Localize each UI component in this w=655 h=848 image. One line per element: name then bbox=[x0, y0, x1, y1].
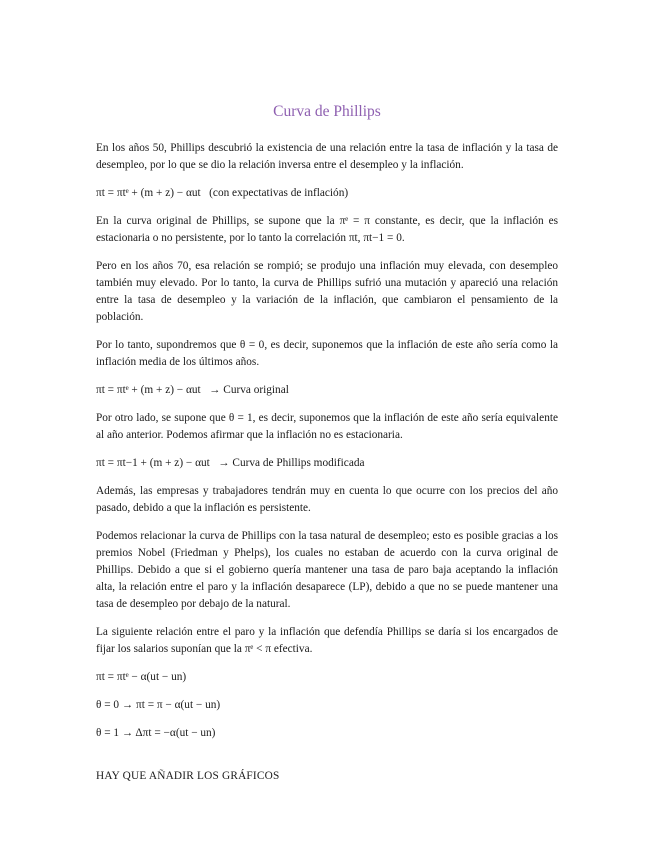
paragraph-relation: La siguiente relación entre el paro y la inflación que defendía Phillips se daría si los encargados de fijar los salarios suponían que la πᵉ < π efectiva. bbox=[96, 626, 558, 655]
formula-theta-one: θ = 1 → Δπt = −α(ut − un) bbox=[96, 727, 216, 739]
formula-expectations: πt = πtᵉ + (m + z) − αut (con expectativas de inflación) bbox=[96, 187, 349, 199]
paragraph-theta-zero: Por lo tanto, supondremos que θ = 0, es decir, suponemos que la inflación de este año sería como la inflación media de los últimos años. bbox=[96, 339, 558, 368]
note-add-graphics: HAY QUE AÑADIR LOS GRÁFICOS bbox=[96, 770, 280, 782]
document-title: Curva de Phillips bbox=[273, 103, 381, 120]
formula-original-curve: πt = πtᵉ + (m + z) − αut → Curva original bbox=[96, 384, 289, 396]
paragraph-original-curve: En la curva original de Phillips, se supone que la πᵉ = π constante, es decir, que la inflación es estacionaria o no persistente, por lo tanto la correlación πt, πt−1 = 0. bbox=[96, 215, 558, 244]
document-body bbox=[96, 102, 558, 796]
paragraph-intro: En los años 50, Phillips descubrió la existencia de una relación entre la tasa de inflación y la tasa de desempleo, por lo que se dio la relación inversa entre el desempleo y la inflación. bbox=[96, 142, 558, 171]
paragraph-firms-workers: Además, las empresas y trabajadores tendrán muy en cuenta lo que ocurre con los precios del año pasado, debido a que la inflación es persistente. bbox=[96, 485, 558, 514]
paragraph-natural-rate: Podemos relacionar la curva de Phillips con la tasa natural de desempleo; esto es posible gracias a los premios Nobel (Friedman y Phelps), los cuales no estaban de acuerdo con la curva original de Phillips. Debido a que si el gobierno quería mantener una tasa de paro baja aceptando la inflación alta, la relación entre el paro y la inflación desaparece (LP), debido a que no se puede mantener una tasa de desempleo por debajo de la natural. bbox=[96, 530, 558, 610]
formula-modified-curve: πt = πt−1 + (m + z) − αut → Curva de Phillips modificada bbox=[96, 457, 365, 469]
formula-relation: πt = πtᵉ − α(ut − un) bbox=[96, 671, 187, 683]
paragraph-theta-one: Por otro lado, se supone que θ = 1, es decir, suponemos que la inflación de este año sería equivalente al año anterior. Podemos afirmar que la inflación no es estacionaria. bbox=[96, 412, 558, 441]
paragraph-seventies: Pero en los años 70, esa relación se rompió; se produjo una inflación muy elevada, con desempleo también muy elevado. Por lo tanto, la curva de Phillips sufrió una mutación y apareció una relación entre la tasa de desempleo y la variación de la inflación, que cambiaron el pensamiento de la población. bbox=[96, 260, 558, 323]
formula-theta-zero: θ = 0 → πt = π − α(ut − un) bbox=[96, 699, 221, 711]
